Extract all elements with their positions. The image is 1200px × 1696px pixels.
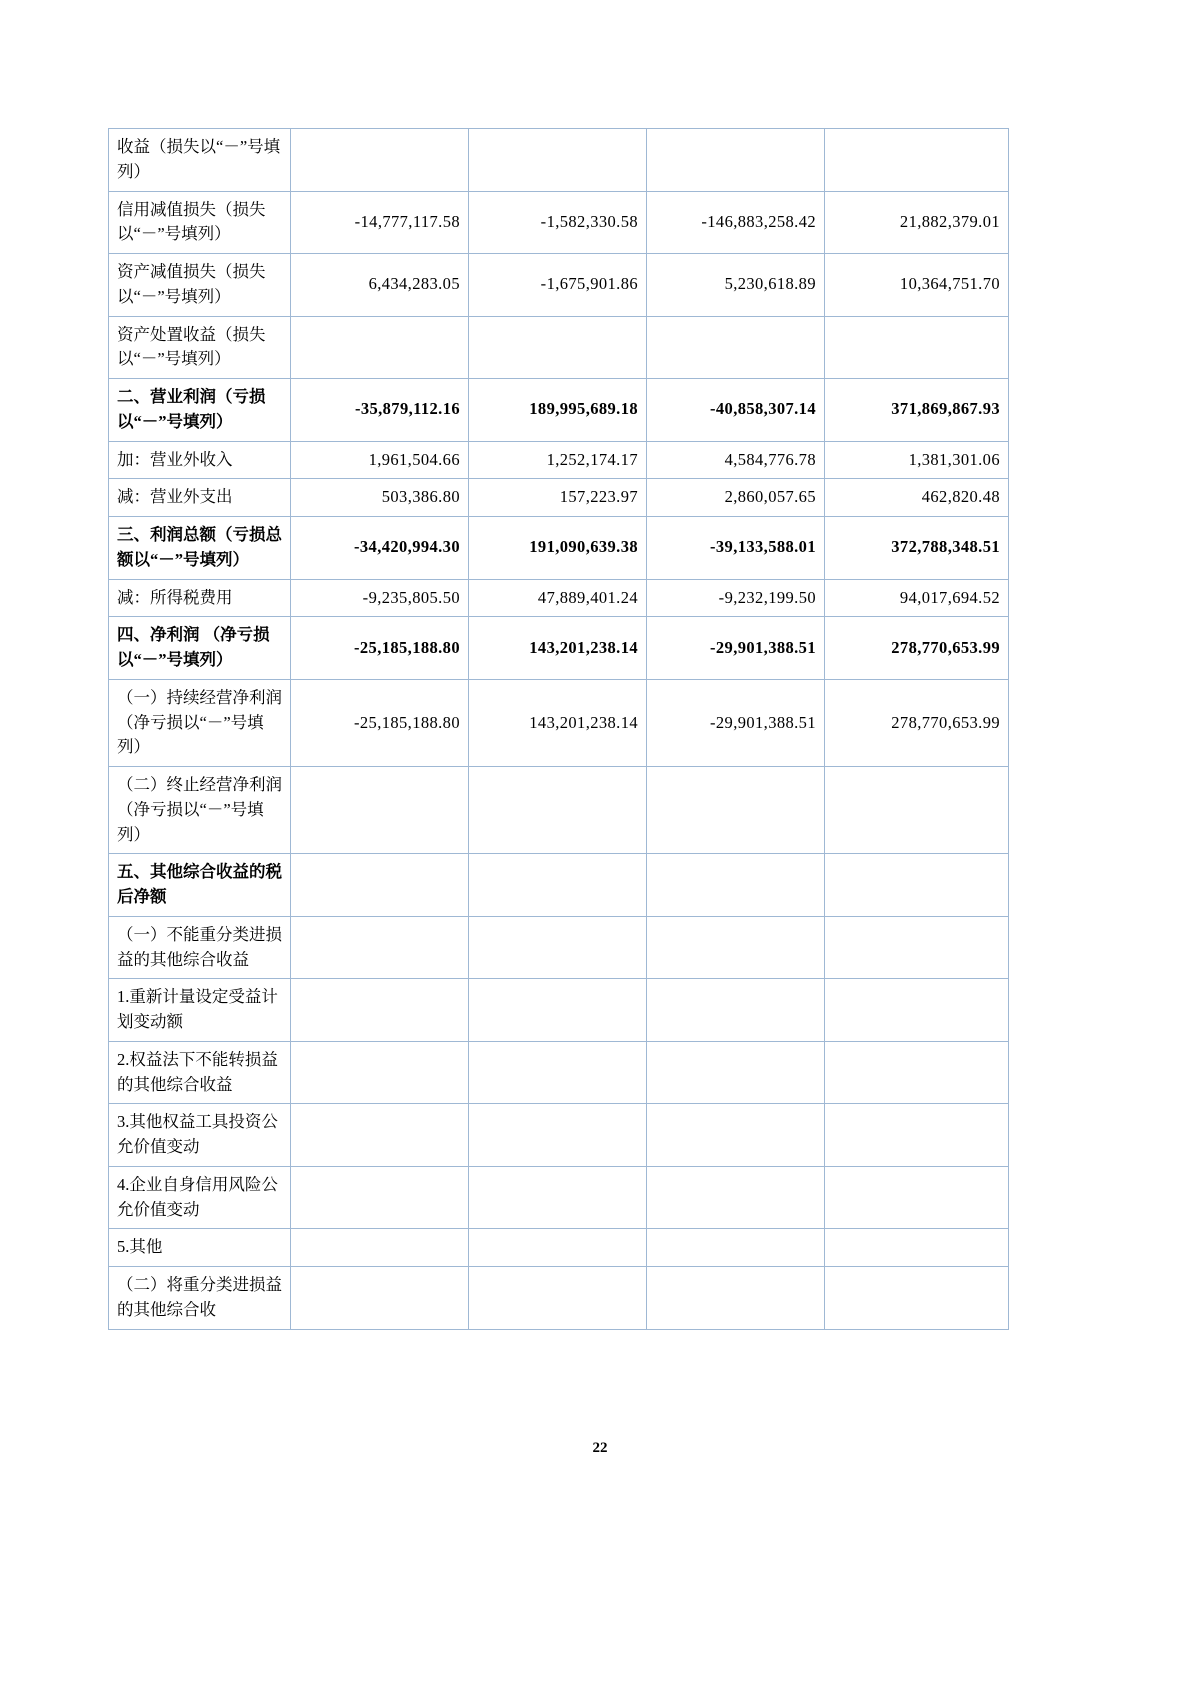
row-value: -29,901,388.51 — [647, 679, 825, 766]
row-value: -34,420,994.30 — [291, 517, 469, 580]
row-value — [469, 1041, 647, 1104]
row-value — [469, 129, 647, 192]
table-row — [109, 1166, 1009, 1229]
row-value: 10,364,751.70 — [825, 254, 1009, 317]
row-value: 278,770,653.99 — [825, 679, 1009, 766]
row-value: 1,381,301.06 — [825, 441, 1009, 479]
row-value — [825, 316, 1009, 379]
row-value: 1,961,504.66 — [291, 441, 469, 479]
row-value — [291, 854, 469, 917]
table-row — [109, 617, 1009, 680]
row-label: 四、净利润 （净亏损以“－”号填列） — [109, 617, 291, 680]
row-value — [291, 1229, 469, 1267]
table-row — [109, 979, 1009, 1042]
row-value — [291, 129, 469, 192]
table-row — [109, 1104, 1009, 1167]
table-row — [109, 479, 1009, 517]
row-value: 21,882,379.01 — [825, 191, 1009, 254]
row-value: -39,133,588.01 — [647, 517, 825, 580]
table-row — [109, 1229, 1009, 1267]
table-row — [109, 129, 1009, 192]
table-row — [109, 191, 1009, 254]
row-value: 47,889,401.24 — [469, 579, 647, 617]
row-label: 4.企业自身信用风险公允价值变动 — [109, 1166, 291, 1229]
row-value — [647, 1166, 825, 1229]
financial-statement-table-container — [108, 128, 1008, 1330]
row-value — [647, 129, 825, 192]
row-value: -25,185,188.80 — [291, 679, 469, 766]
row-value: -40,858,307.14 — [647, 379, 825, 442]
row-value: -9,232,199.50 — [647, 579, 825, 617]
row-value: 6,434,283.05 — [291, 254, 469, 317]
row-value: 143,201,238.14 — [469, 679, 647, 766]
row-value: 157,223.97 — [469, 479, 647, 517]
row-value — [647, 1229, 825, 1267]
row-label: （二）终止经营净利润（净亏损以“－”号填列） — [109, 767, 291, 854]
row-label: 资产减值损失（损失以“－”号填列） — [109, 254, 291, 317]
row-label: 2.权益法下不能转损益的其他综合收益 — [109, 1041, 291, 1104]
row-value: -25,185,188.80 — [291, 617, 469, 680]
row-value — [469, 316, 647, 379]
table-row — [109, 379, 1009, 442]
row-value — [647, 854, 825, 917]
row-value — [825, 916, 1009, 979]
table-row — [109, 767, 1009, 854]
row-value — [291, 1104, 469, 1167]
row-value — [291, 916, 469, 979]
row-value: -1,675,901.86 — [469, 254, 647, 317]
row-label: 3.其他权益工具投资公允价值变动 — [109, 1104, 291, 1167]
row-value: -146,883,258.42 — [647, 191, 825, 254]
row-value: 94,017,694.52 — [825, 579, 1009, 617]
row-value: -1,582,330.58 — [469, 191, 647, 254]
row-value: 371,869,867.93 — [825, 379, 1009, 442]
row-value: 372,788,348.51 — [825, 517, 1009, 580]
row-value — [647, 767, 825, 854]
row-label: 加：营业外收入 — [109, 441, 291, 479]
row-value — [469, 1166, 647, 1229]
row-label: 五、其他综合收益的税后净额 — [109, 854, 291, 917]
row-value — [291, 1267, 469, 1330]
table-row — [109, 854, 1009, 917]
row-value — [825, 1229, 1009, 1267]
row-label: 5.其他 — [109, 1229, 291, 1267]
row-value — [647, 916, 825, 979]
row-value — [647, 1104, 825, 1167]
row-value: -14,777,117.58 — [291, 191, 469, 254]
page-number: 22 — [592, 1440, 608, 1456]
row-label: 减：营业外支出 — [109, 479, 291, 517]
table-row — [109, 1041, 1009, 1104]
row-value — [825, 1166, 1009, 1229]
row-value: 1,252,174.17 — [469, 441, 647, 479]
row-value: -29,901,388.51 — [647, 617, 825, 680]
row-value — [469, 979, 647, 1042]
row-value — [647, 1041, 825, 1104]
table-body — [109, 129, 1009, 1330]
table-row — [109, 579, 1009, 617]
row-value — [825, 767, 1009, 854]
table-row — [109, 517, 1009, 580]
row-value — [647, 1267, 825, 1330]
table-row — [109, 441, 1009, 479]
row-value — [469, 1104, 647, 1167]
row-value: 143,201,238.14 — [469, 617, 647, 680]
row-value: 189,995,689.18 — [469, 379, 647, 442]
row-value — [825, 1104, 1009, 1167]
row-value — [469, 1267, 647, 1330]
row-value — [469, 854, 647, 917]
table-row — [109, 254, 1009, 317]
income-statement-table — [108, 128, 1009, 1330]
row-value: 278,770,653.99 — [825, 617, 1009, 680]
row-label: 三、利润总额（亏损总额以“－”号填列） — [109, 517, 291, 580]
row-value — [291, 767, 469, 854]
row-value — [291, 316, 469, 379]
table-row — [109, 916, 1009, 979]
row-label: 信用减值损失（损失以“－”号填列） — [109, 191, 291, 254]
row-label: 减：所得税费用 — [109, 579, 291, 617]
row-label: 二、营业利润（亏损以“－”号填列） — [109, 379, 291, 442]
row-value — [647, 316, 825, 379]
row-value — [469, 767, 647, 854]
row-value: 503,386.80 — [291, 479, 469, 517]
row-value: -35,879,112.16 — [291, 379, 469, 442]
row-value — [825, 854, 1009, 917]
row-value — [825, 1267, 1009, 1330]
table-row — [109, 316, 1009, 379]
row-value — [825, 129, 1009, 192]
row-value — [291, 1166, 469, 1229]
row-value — [825, 1041, 1009, 1104]
row-value — [647, 979, 825, 1042]
row-label: （二）将重分类进损益的其他综合收 — [109, 1267, 291, 1330]
row-value — [291, 1041, 469, 1104]
row-label: 收益（损失以“－”号填列） — [109, 129, 291, 192]
row-value: -9,235,805.50 — [291, 579, 469, 617]
row-label: （一）持续经营净利润（净亏损以“－”号填列） — [109, 679, 291, 766]
row-value: 191,090,639.38 — [469, 517, 647, 580]
row-label: （一）不能重分类进损益的其他综合收益 — [109, 916, 291, 979]
row-value — [469, 1229, 647, 1267]
row-value — [291, 979, 469, 1042]
table-row — [109, 679, 1009, 766]
row-value — [469, 916, 647, 979]
row-value: 4,584,776.78 — [647, 441, 825, 479]
row-value: 5,230,618.89 — [647, 254, 825, 317]
row-label: 资产处置收益（损失以“－”号填列） — [109, 316, 291, 379]
row-value: 462,820.48 — [825, 479, 1009, 517]
row-label: 1.重新计量设定受益计划变动额 — [109, 979, 291, 1042]
table-row — [109, 1267, 1009, 1330]
row-value: 2,860,057.65 — [647, 479, 825, 517]
row-value — [825, 979, 1009, 1042]
